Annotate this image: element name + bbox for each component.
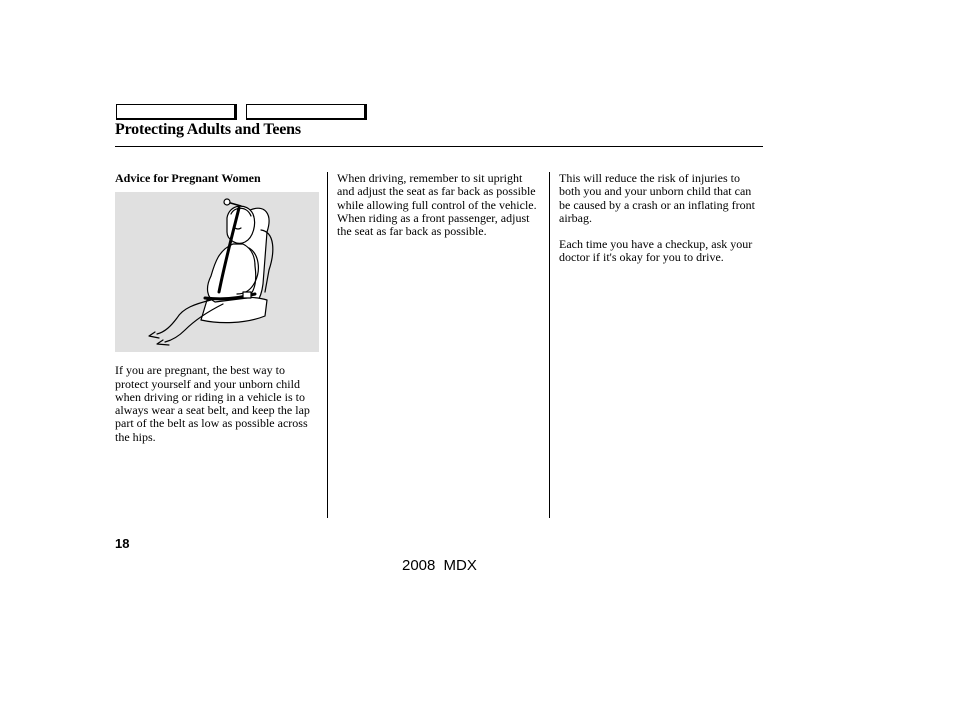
column-3-paragraph-2: Each time you have a checkup, ask your doctor if it's okay for you to drive. [559,237,753,265]
column-1 [115,172,320,444]
section-title: Protecting Adults and Teens [115,121,301,138]
column-3-paragraph-1: This will reduce the risk of injuries to both you and your unborn child that can be caused by a crash or an inflating front airbag. [559,171,755,225]
subsection-heading: Advice for Pregnant Women [115,171,261,185]
column-2 [337,172,542,238]
footer-model: 2008 MDX [402,557,477,574]
title-rule [115,146,763,147]
column-1-paragraph: If you are pregnant, the best way to protect yourself and your unborn child when driving or riding in a vehicle is to always wear a seat belt, and keep the lap part of the belt as low as possible across the hips. [115,363,310,444]
column-3 [559,172,764,265]
pregnant-woman-seatbelt-icon [115,192,319,352]
column-2-paragraph: When driving, remember to sit upright and adjust the seat as far back as possible while allowing full control of the vehicle. When riding as a front passenger, adjust the seat as far back as possible. [337,171,537,239]
column-divider-2 [549,172,550,518]
pregnant-woman-seatbelt-illustration [115,192,319,352]
page-number: 18 [115,536,130,551]
section-tab-1 [116,104,237,120]
section-tab-2 [246,104,367,120]
column-divider-1 [327,172,328,518]
